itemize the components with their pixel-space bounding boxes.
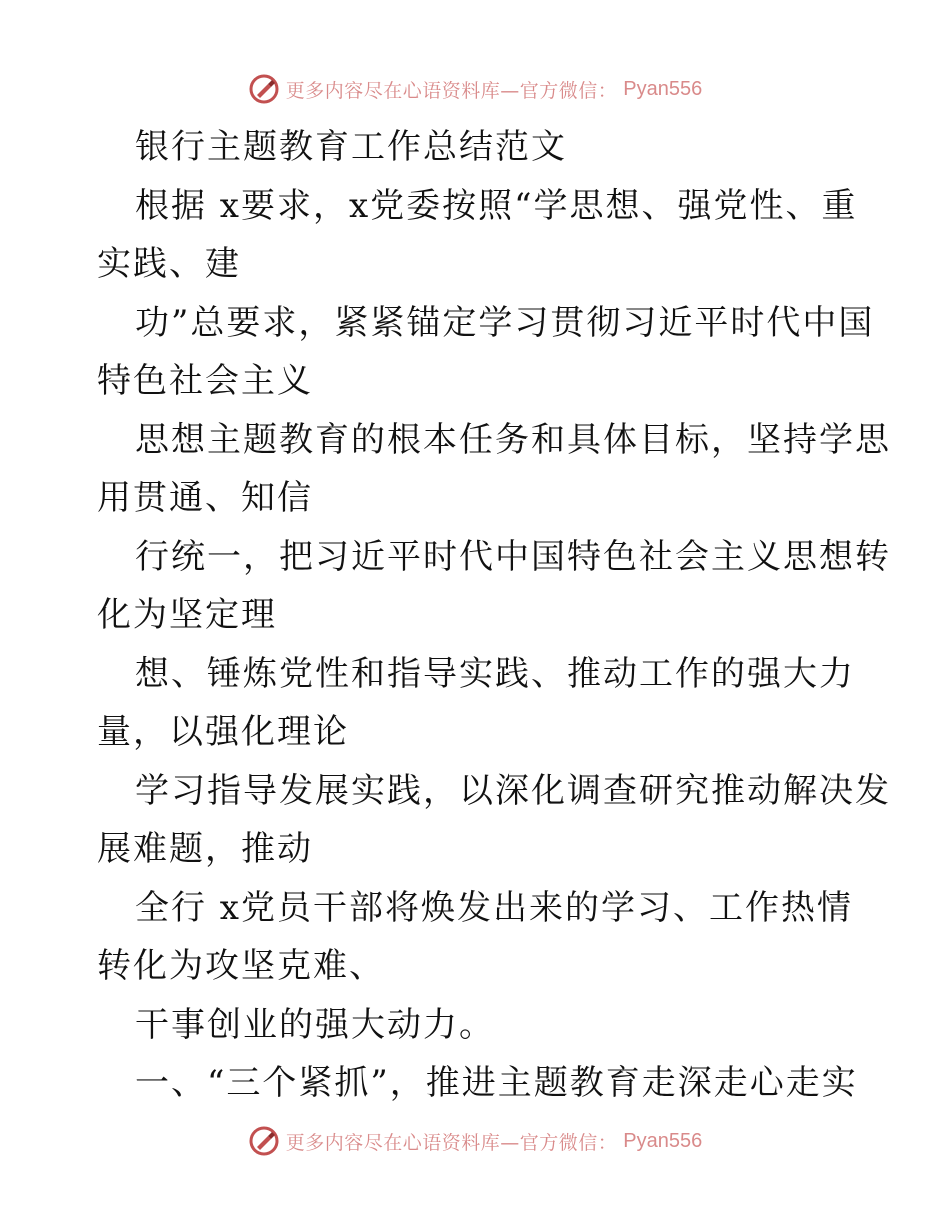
text-line: 特色社会主义	[97, 361, 313, 401]
text-line: 化为坚定理	[97, 595, 277, 635]
text-line: 学习指导发展实践，以深化调查研究推动解决发	[135, 770, 891, 811]
text-line: 行统一，把习近平时代中国特色社会主义思想转	[135, 536, 891, 577]
header-watermark	[0, 72, 950, 106]
text-line: 量，以强化理论	[97, 712, 349, 752]
text-line: 想、锤炼党性和指导实践、推动工作的强大力	[135, 653, 855, 694]
watermark-text: 更多内容尽在心语资料库—官方微信：	[285, 1131, 618, 1154]
text-line: 全行 x党员干部将焕发出来的学习、工作热情	[135, 887, 853, 928]
document-title: 银行主题教育工作总结范文	[135, 127, 567, 167]
text-line: 一、“三个紧抓”，推进主题教育走深走心走实	[135, 1063, 858, 1103]
watermark-wechat-id: Pyan556	[623, 77, 703, 100]
text-line: 展难题，推动	[97, 829, 313, 869]
footer-watermark	[0, 1124, 950, 1158]
text-line: 功”总要求，紧紧锚定学习贯彻习近平时代中国	[135, 302, 875, 343]
pen-logo-icon	[248, 73, 280, 105]
text-line: 思想主题教育的根本任务和具体目标，坚持学思	[135, 419, 891, 460]
pen-logo-icon	[248, 1125, 280, 1157]
watermark-text: 更多内容尽在心语资料库—官方微信：	[285, 79, 618, 102]
document-body	[97, 118, 891, 1113]
watermark-wechat-id: Pyan556	[623, 1129, 703, 1152]
text-line: 转化为攻坚克难、	[97, 946, 385, 986]
text-line: 根据 x要求，x党委按照“学思想、强党性、重	[135, 185, 858, 226]
text-line: 实践、建	[97, 244, 241, 284]
text-line: 用贯通、知信	[97, 478, 313, 518]
text-line: 干事创业的强大动力。	[135, 1004, 495, 1045]
